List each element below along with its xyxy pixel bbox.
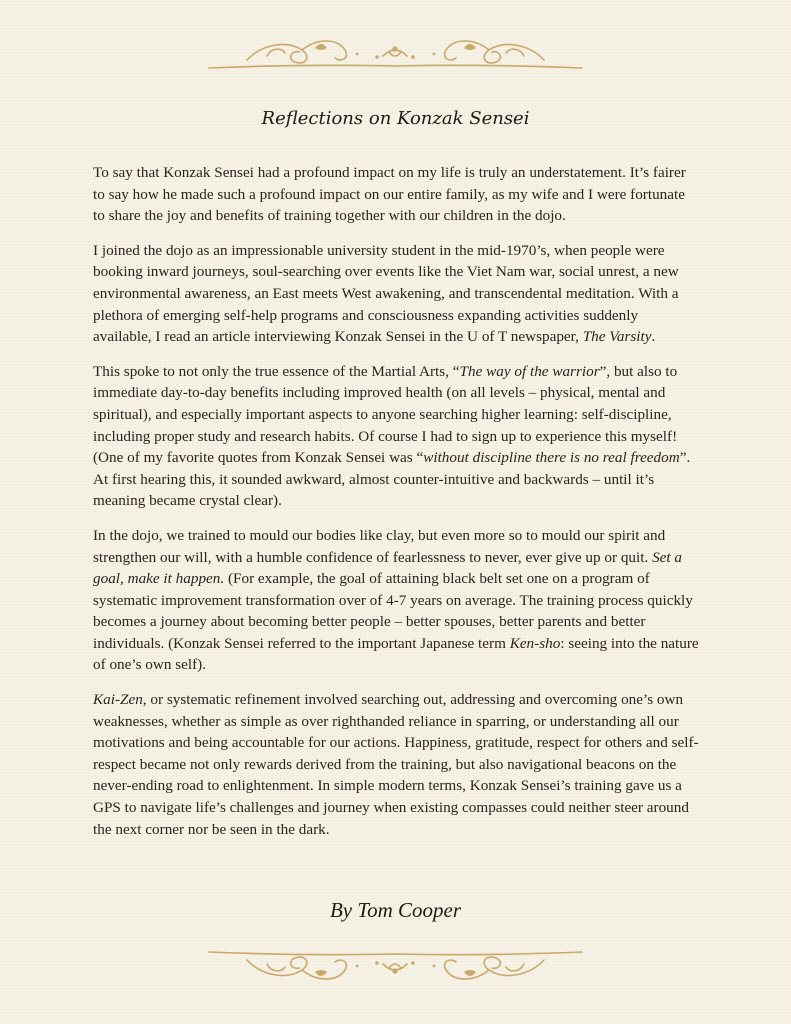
term-emphasis: Ken-sho	[509, 634, 561, 652]
article-body	[93, 162, 699, 853]
scroll-flourish-icon	[207, 944, 584, 990]
motto-emphasis: Set a goal, make it happen.	[93, 548, 683, 588]
page-title: Reflections on Konzak Sensei	[261, 108, 530, 129]
paragraph-text: (For example, the goal of attaining black belt set one on a program of systematic improvement transformation over of 4-7 years on average. The training process quickly becomes a journey about becoming better people – better spouses, better parents and better individuals. (Konzak Sensei referred to the important Japanese term	[93, 570, 693, 652]
paragraph	[93, 162, 699, 227]
paragraph-text: ”, but also to immediate day-to-day benefits including improved health (on all levels – physical, mental and spiritual), and especially important aspects to anyone searching higher learning: self-discipline, including proper study and research habits. Of course I had to sign up to experience this myself! (One of my favorite quotes from Konzak Sensei was “	[93, 362, 678, 467]
paragraph	[93, 689, 699, 840]
quote-emphasis: without discipline there is no real freedom	[423, 449, 680, 467]
paragraph-text: I joined the dojo as an impressionable university student in the mid-1970’s, when people were booking inward journeys, soul-searching over events like the Viet Nam war, social unrest, a new environmental awareness, an East meets West awakening, and transcendental meditation. With a plethora of emerging self-help programs and consciousness expanding activities suddenly available, I read an article interviewing Konzak Sensei in the U of T newspaper,	[93, 241, 679, 346]
paragraph	[93, 525, 699, 676]
paragraph	[93, 240, 699, 348]
paragraph-text: In the dojo, we trained to mould our bodies like clay, but even more so to mould our spirit and strengthen our will, with a humble confidence of fearlessness to never, ever give up or quit.	[93, 526, 666, 566]
paragraph-text: : seeing into the nature of one’s own self).	[93, 634, 699, 674]
paragraph-text: To say that Konzak Sensei had a profound impact on my life is truly an understatement. It’s fairer to say how he made such a profound impact on our entire family, as my wife and I were fortunate to share the joy and benefits of training together with our children in the dojo.	[93, 164, 686, 225]
term-emphasis: Kai-Zen	[93, 691, 143, 709]
paragraph-text: ”. At first hearing this, it sounded awkward, almost counter-intuitive and backwards – until it’s meaning became crystal clear).	[93, 449, 691, 510]
scroll-flourish-icon	[207, 30, 584, 76]
paragraph-text: .	[651, 328, 656, 346]
author-byline: By Tom Cooper	[329, 898, 462, 922]
paragraph	[93, 361, 699, 512]
quote-emphasis: The way of the warrior	[459, 362, 600, 380]
paragraph-text: , or systematic refinement involved searching out, addressing and overcoming one’s own weaknesses, whether as simple as over righthanded reliance in sparring, or understanding all our motivations and being accountable for our actions. Happiness, gratitude, respect for others and self-respect became not only rewards derived from the training, but also navigational beacons on the never-ending road to enlightenment. In simple modern terms, Konzak Sensei’s training gave us a GPS to navigate life’s challenges and journey when existing compasses could neither steer around the next corner nor be seen in the dark.	[93, 691, 699, 838]
paragraph-text: This spoke to not only the true essence of the Martial Arts, “	[93, 362, 460, 380]
newspaper-name: The Varsity	[582, 328, 652, 346]
